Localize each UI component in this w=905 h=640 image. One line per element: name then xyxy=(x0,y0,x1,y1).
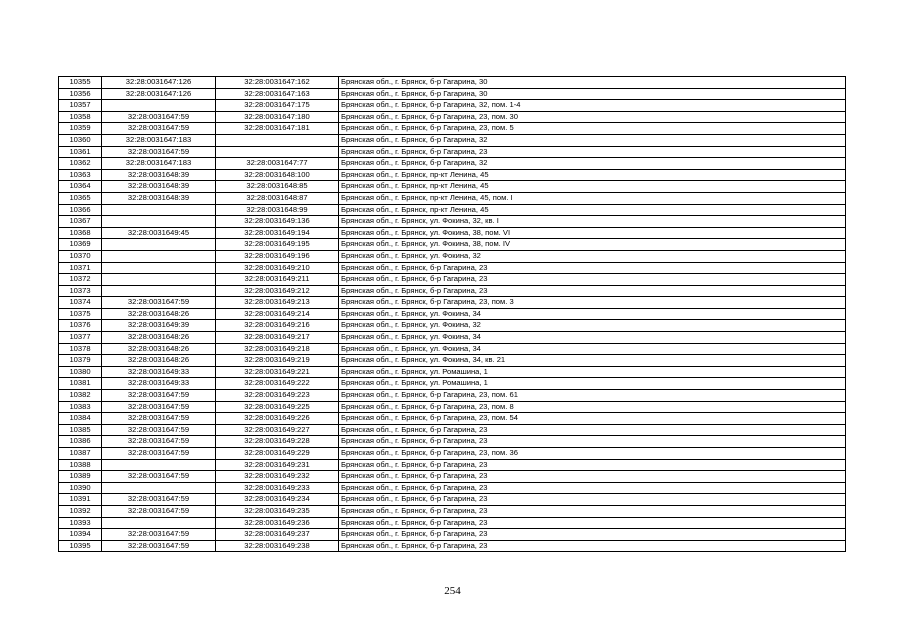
cadastral-number-cell: 32:28:0031649:213 xyxy=(216,297,339,309)
cadastral-number-cell: 32:28:0031649:238 xyxy=(216,540,339,552)
parent-cadastral-number-cell xyxy=(102,239,216,251)
row-number-cell: 10360 xyxy=(59,134,102,146)
address-cell: Брянская обл., г. Брянск, б-р Гагарина, 23 xyxy=(339,436,846,448)
table-row xyxy=(59,343,846,355)
address-cell: Брянская обл., г. Брянск, ул. Фокина, 34 xyxy=(339,308,846,320)
address-cell: Брянская обл., г. Брянск, б-р Гагарина, 23, пом. 54 xyxy=(339,413,846,425)
table-row xyxy=(59,285,846,297)
table-row xyxy=(59,297,846,309)
row-number-cell: 10386 xyxy=(59,436,102,448)
cadastral-number-cell: 32:28:0031648:85 xyxy=(216,181,339,193)
table-row xyxy=(59,169,846,181)
row-number-cell: 10387 xyxy=(59,448,102,460)
parent-cadastral-number-cell xyxy=(102,285,216,297)
row-number-cell: 10379 xyxy=(59,355,102,367)
parent-cadastral-number-cell: 32:28:0031647:126 xyxy=(102,77,216,89)
row-number-cell: 10385 xyxy=(59,424,102,436)
address-cell: Брянская обл., г. Брянск, ул. Фокина, 38, пом. VI xyxy=(339,227,846,239)
parent-cadastral-number-cell xyxy=(102,262,216,274)
cadastral-number-cell: 32:28:0031649:210 xyxy=(216,262,339,274)
table-row xyxy=(59,250,846,262)
address-cell: Брянская обл., г. Брянск, б-р Гагарина, 30 xyxy=(339,88,846,100)
address-cell: Брянская обл., г. Брянск, б-р Гагарина, 23 xyxy=(339,494,846,506)
row-number-cell: 10358 xyxy=(59,111,102,123)
property-registry-table xyxy=(58,76,846,552)
cadastral-number-cell: 32:28:0031649:228 xyxy=(216,436,339,448)
parent-cadastral-number-cell: 32:28:0031649:39 xyxy=(102,320,216,332)
parent-cadastral-number-cell: 32:28:0031647:59 xyxy=(102,146,216,158)
cadastral-number-cell: 32:28:0031647:162 xyxy=(216,77,339,89)
cadastral-number-cell: 32:28:0031649:136 xyxy=(216,216,339,228)
parent-cadastral-number-cell: 32:28:0031647:59 xyxy=(102,529,216,541)
row-number-cell: 10356 xyxy=(59,88,102,100)
table-row xyxy=(59,77,846,89)
parent-cadastral-number-cell: 32:28:0031647:59 xyxy=(102,123,216,135)
address-cell: Брянская обл., г. Брянск, пр-кт Ленина, 45 xyxy=(339,204,846,216)
table-row xyxy=(59,134,846,146)
table-row xyxy=(59,227,846,239)
row-number-cell: 10367 xyxy=(59,216,102,228)
address-cell: Брянская обл., г. Брянск, б-р Гагарина, 32 xyxy=(339,158,846,170)
parent-cadastral-number-cell xyxy=(102,100,216,112)
parent-cadastral-number-cell: 32:28:0031647:59 xyxy=(102,436,216,448)
table-row xyxy=(59,88,846,100)
cadastral-number-cell: 32:28:0031649:195 xyxy=(216,239,339,251)
row-number-cell: 10375 xyxy=(59,308,102,320)
cadastral-number-cell: 32:28:0031649:237 xyxy=(216,529,339,541)
row-number-cell: 10394 xyxy=(59,529,102,541)
row-number-cell: 10364 xyxy=(59,181,102,193)
table-row xyxy=(59,494,846,506)
cadastral-number-cell: 32:28:0031647:180 xyxy=(216,111,339,123)
table-row xyxy=(59,471,846,483)
table-row xyxy=(59,448,846,460)
table-row xyxy=(59,100,846,112)
parent-cadastral-number-cell: 32:28:0031647:59 xyxy=(102,111,216,123)
address-cell: Брянская обл., г. Брянск, ул. Фокина, 34, кв. 21 xyxy=(339,355,846,367)
parent-cadastral-number-cell: 32:28:0031647:59 xyxy=(102,424,216,436)
cadastral-number-cell: 32:28:0031648:100 xyxy=(216,169,339,181)
cadastral-number-cell: 32:28:0031649:218 xyxy=(216,343,339,355)
address-cell: Брянская обл., г. Брянск, пр-кт Ленина, 45 xyxy=(339,169,846,181)
parent-cadastral-number-cell: 32:28:0031647:59 xyxy=(102,297,216,309)
table-row xyxy=(59,158,846,170)
address-cell: Брянская обл., г. Брянск, б-р Гагарина, 32, пом. 1-4 xyxy=(339,100,846,112)
parent-cadastral-number-cell: 32:28:0031648:39 xyxy=(102,192,216,204)
table-row xyxy=(59,181,846,193)
table-row xyxy=(59,262,846,274)
table-row xyxy=(59,111,846,123)
address-cell: Брянская обл., г. Брянск, б-р Гагарина, 23 xyxy=(339,540,846,552)
table-row xyxy=(59,401,846,413)
row-number-cell: 10374 xyxy=(59,297,102,309)
address-cell: Брянская обл., г. Брянск, ул. Фокина, 34 xyxy=(339,343,846,355)
parent-cadastral-number-cell: 32:28:0031647:59 xyxy=(102,540,216,552)
parent-cadastral-number-cell: 32:28:0031648:39 xyxy=(102,181,216,193)
page-number: 254 xyxy=(444,585,461,597)
row-number-cell: 10366 xyxy=(59,204,102,216)
row-number-cell: 10359 xyxy=(59,123,102,135)
row-number-cell: 10380 xyxy=(59,366,102,378)
address-cell: Брянская обл., г. Брянск, б-р Гагарина, 23, пом. 3 xyxy=(339,297,846,309)
cadastral-number-cell: 32:28:0031649:196 xyxy=(216,250,339,262)
row-number-cell: 10363 xyxy=(59,169,102,181)
address-cell: Брянская обл., г. Брянск, б-р Гагарина, 23 xyxy=(339,505,846,517)
address-cell: Брянская обл., г. Брянск, б-р Гагарина, 23 xyxy=(339,285,846,297)
row-number-cell: 10381 xyxy=(59,378,102,390)
cadastral-number-cell: 32:28:0031649:227 xyxy=(216,424,339,436)
parent-cadastral-number-cell xyxy=(102,250,216,262)
cadastral-number-cell: 32:28:0031649:211 xyxy=(216,274,339,286)
address-cell: Брянская обл., г. Брянск, ул. Фокина, 38, пом. IV xyxy=(339,239,846,251)
address-cell: Брянская обл., г. Брянск, б-р Гагарина, 23 xyxy=(339,482,846,494)
address-cell: Брянская обл., г. Брянск, б-р Гагарина, 23 xyxy=(339,459,846,471)
table-row xyxy=(59,378,846,390)
parent-cadastral-number-cell xyxy=(102,204,216,216)
cadastral-number-cell: 32:28:0031647:77 xyxy=(216,158,339,170)
cadastral-number-cell: 32:28:0031647:175 xyxy=(216,100,339,112)
parent-cadastral-number-cell: 32:28:0031647:183 xyxy=(102,158,216,170)
parent-cadastral-number-cell xyxy=(102,459,216,471)
parent-cadastral-number-cell: 32:28:0031648:26 xyxy=(102,343,216,355)
address-cell: Брянская обл., г. Брянск, б-р Гагарина, 23 xyxy=(339,529,846,541)
address-cell: Брянская обл., г. Брянск, ул. Фокина, 32 xyxy=(339,320,846,332)
cadastral-number-cell: 32:28:0031649:225 xyxy=(216,401,339,413)
table-row xyxy=(59,436,846,448)
row-number-cell: 10365 xyxy=(59,192,102,204)
address-cell: Брянская обл., г. Брянск, б-р Гагарина, 23, пом. 36 xyxy=(339,448,846,460)
row-number-cell: 10357 xyxy=(59,100,102,112)
parent-cadastral-number-cell: 32:28:0031647:59 xyxy=(102,494,216,506)
parent-cadastral-number-cell: 32:28:0031648:26 xyxy=(102,332,216,344)
table-body xyxy=(59,77,846,552)
table-row xyxy=(59,308,846,320)
parent-cadastral-number-cell: 32:28:0031647:59 xyxy=(102,413,216,425)
address-cell: Брянская обл., г. Брянск, б-р Гагарина, 23, пом. 5 xyxy=(339,123,846,135)
row-number-cell: 10371 xyxy=(59,262,102,274)
table-row xyxy=(59,459,846,471)
address-cell: Брянская обл., г. Брянск, пр-кт Ленина, 45 xyxy=(339,181,846,193)
cadastral-number-cell: 32:28:0031649:212 xyxy=(216,285,339,297)
table-row xyxy=(59,482,846,494)
table-row xyxy=(59,320,846,332)
table-row xyxy=(59,424,846,436)
row-number-cell: 10376 xyxy=(59,320,102,332)
table-row xyxy=(59,216,846,228)
table-row xyxy=(59,413,846,425)
address-cell: Брянская обл., г. Брянск, б-р Гагарина, 23, пом. 61 xyxy=(339,390,846,402)
cadastral-number-cell: 32:28:0031649:233 xyxy=(216,482,339,494)
address-cell: Брянская обл., г. Брянск, б-р Гагарина, 30 xyxy=(339,77,846,89)
table-row xyxy=(59,274,846,286)
address-cell: Брянская обл., г. Брянск, пр-кт Ленина, 45, пом. I xyxy=(339,192,846,204)
parent-cadastral-number-cell: 32:28:0031649:45 xyxy=(102,227,216,239)
address-cell: Брянская обл., г. Брянск, б-р Гагарина, 32 xyxy=(339,134,846,146)
table-row xyxy=(59,332,846,344)
cadastral-number-cell: 32:28:0031648:87 xyxy=(216,192,339,204)
cadastral-number-cell: 32:28:0031649:219 xyxy=(216,355,339,367)
address-cell: Брянская обл., г. Брянск, б-р Гагарина, 23 xyxy=(339,262,846,274)
row-number-cell: 10361 xyxy=(59,146,102,158)
parent-cadastral-number-cell: 32:28:0031648:26 xyxy=(102,355,216,367)
row-number-cell: 10355 xyxy=(59,77,102,89)
cadastral-number-cell: 32:28:0031649:221 xyxy=(216,366,339,378)
parent-cadastral-number-cell: 32:28:0031649:33 xyxy=(102,378,216,390)
table-row xyxy=(59,204,846,216)
row-number-cell: 10395 xyxy=(59,540,102,552)
cadastral-number-cell: 32:28:0031649:214 xyxy=(216,308,339,320)
row-number-cell: 10373 xyxy=(59,285,102,297)
parent-cadastral-number-cell xyxy=(102,216,216,228)
parent-cadastral-number-cell xyxy=(102,274,216,286)
row-number-cell: 10390 xyxy=(59,482,102,494)
row-number-cell: 10388 xyxy=(59,459,102,471)
table-row xyxy=(59,517,846,529)
row-number-cell: 10382 xyxy=(59,390,102,402)
address-cell: Брянская обл., г. Брянск, б-р Гагарина, 23, пом. 8 xyxy=(339,401,846,413)
address-cell: Брянская обл., г. Брянск, ул. Фокина, 32, кв. I xyxy=(339,216,846,228)
row-number-cell: 10369 xyxy=(59,239,102,251)
address-cell: Брянская обл., г. Брянск, ул. Ромашина, 1 xyxy=(339,366,846,378)
table-row xyxy=(59,123,846,135)
cadastral-number-cell: 32:28:0031649:223 xyxy=(216,390,339,402)
cadastral-number-cell: 32:28:0031649:231 xyxy=(216,459,339,471)
parent-cadastral-number-cell: 32:28:0031647:183 xyxy=(102,134,216,146)
parent-cadastral-number-cell: 32:28:0031647:59 xyxy=(102,471,216,483)
row-number-cell: 10389 xyxy=(59,471,102,483)
parent-cadastral-number-cell: 32:28:0031649:33 xyxy=(102,366,216,378)
parent-cadastral-number-cell: 32:28:0031647:59 xyxy=(102,448,216,460)
table-row xyxy=(59,355,846,367)
cadastral-number-cell: 32:28:0031647:181 xyxy=(216,123,339,135)
cadastral-number-cell: 32:28:0031649:226 xyxy=(216,413,339,425)
cadastral-number-cell xyxy=(216,146,339,158)
parent-cadastral-number-cell: 32:28:0031647:59 xyxy=(102,390,216,402)
cadastral-number-cell: 32:28:0031649:236 xyxy=(216,517,339,529)
parent-cadastral-number-cell xyxy=(102,517,216,529)
row-number-cell: 10384 xyxy=(59,413,102,425)
parent-cadastral-number-cell: 32:28:0031647:59 xyxy=(102,401,216,413)
address-cell: Брянская обл., г. Брянск, ул. Фокина, 32 xyxy=(339,250,846,262)
parent-cadastral-number-cell: 32:28:0031647:126 xyxy=(102,88,216,100)
cadastral-number-cell: 32:28:0031649:232 xyxy=(216,471,339,483)
address-cell: Брянская обл., г. Брянск, б-р Гагарина, 23 xyxy=(339,424,846,436)
table-row xyxy=(59,390,846,402)
row-number-cell: 10378 xyxy=(59,343,102,355)
parent-cadastral-number-cell xyxy=(102,482,216,494)
table-row xyxy=(59,146,846,158)
cadastral-number-cell: 32:28:0031649:194 xyxy=(216,227,339,239)
cadastral-number-cell: 32:28:0031649:222 xyxy=(216,378,339,390)
cadastral-number-cell: 32:28:0031649:216 xyxy=(216,320,339,332)
table-row xyxy=(59,239,846,251)
row-number-cell: 10393 xyxy=(59,517,102,529)
address-cell: Брянская обл., г. Брянск, б-р Гагарина, 23 xyxy=(339,274,846,286)
cadastral-number-cell: 32:28:0031649:229 xyxy=(216,448,339,460)
row-number-cell: 10362 xyxy=(59,158,102,170)
row-number-cell: 10383 xyxy=(59,401,102,413)
row-number-cell: 10370 xyxy=(59,250,102,262)
row-number-cell: 10372 xyxy=(59,274,102,286)
cadastral-number-cell: 32:28:0031647:163 xyxy=(216,88,339,100)
cadastral-number-cell: 32:28:0031649:234 xyxy=(216,494,339,506)
address-cell: Брянская обл., г. Брянск, б-р Гагарина, 23, пом. 30 xyxy=(339,111,846,123)
address-cell: Брянская обл., г. Брянск, б-р Гагарина, 23 xyxy=(339,517,846,529)
table-row xyxy=(59,192,846,204)
cadastral-number-cell: 32:28:0031649:217 xyxy=(216,332,339,344)
table-row xyxy=(59,529,846,541)
address-cell: Брянская обл., г. Брянск, ул. Ромашина, 1 xyxy=(339,378,846,390)
parent-cadastral-number-cell: 32:28:0031648:26 xyxy=(102,308,216,320)
cadastral-number-cell: 32:28:0031649:235 xyxy=(216,505,339,517)
row-number-cell: 10392 xyxy=(59,505,102,517)
address-cell: Брянская обл., г. Брянск, ул. Фокина, 34 xyxy=(339,332,846,344)
address-cell: Брянская обл., г. Брянск, б-р Гагарина, 23 xyxy=(339,471,846,483)
row-number-cell: 10391 xyxy=(59,494,102,506)
row-number-cell: 10368 xyxy=(59,227,102,239)
cadastral-number-cell xyxy=(216,134,339,146)
parent-cadastral-number-cell: 32:28:0031648:39 xyxy=(102,169,216,181)
address-cell: Брянская обл., г. Брянск, б-р Гагарина, 23 xyxy=(339,146,846,158)
table-row xyxy=(59,366,846,378)
table-row xyxy=(59,505,846,517)
cadastral-number-cell: 32:28:0031648:99 xyxy=(216,204,339,216)
table-row xyxy=(59,540,846,552)
parent-cadastral-number-cell: 32:28:0031647:59 xyxy=(102,505,216,517)
row-number-cell: 10377 xyxy=(59,332,102,344)
